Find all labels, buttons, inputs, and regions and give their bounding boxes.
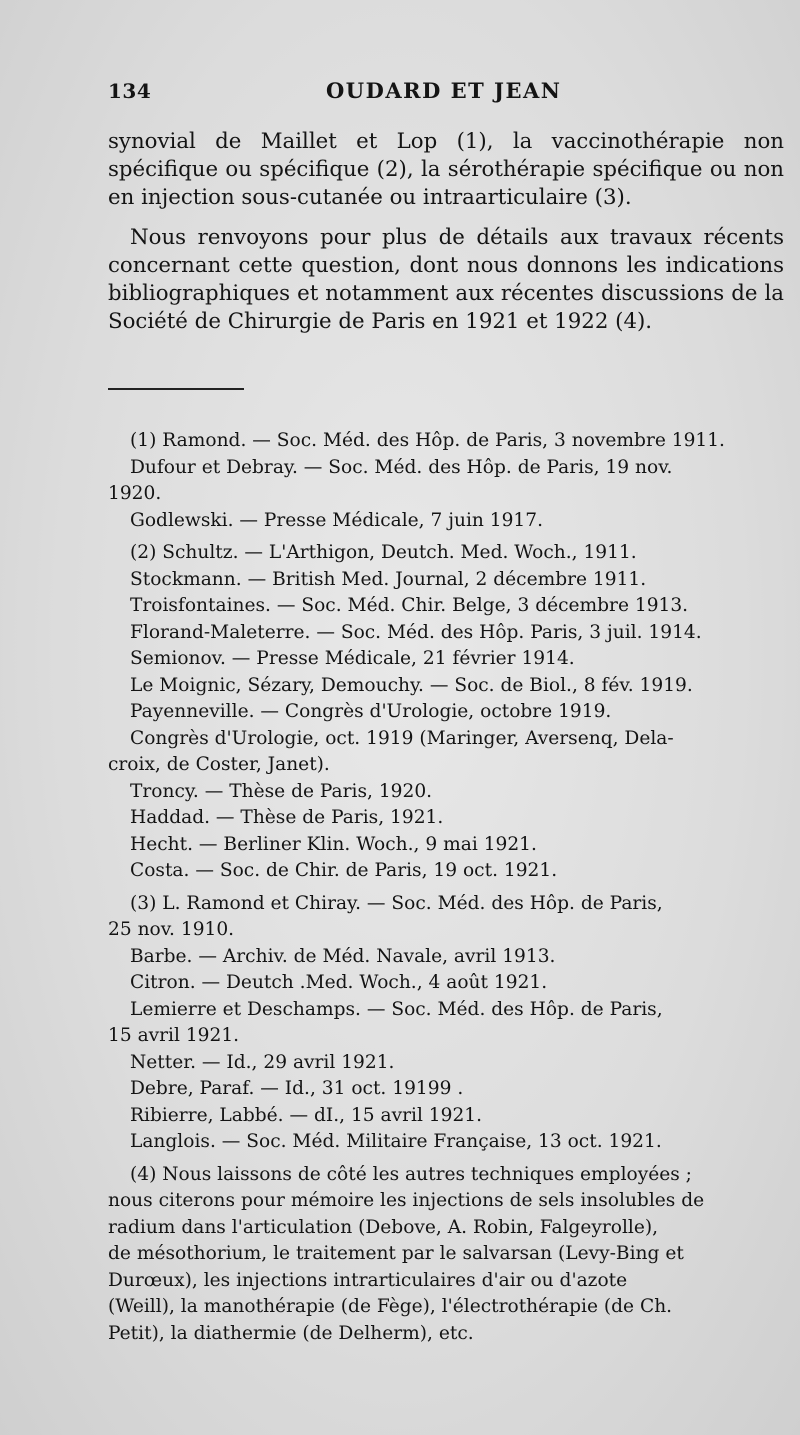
footnote-line: Godlewski. — Presse Médicale, 7 juin 1917.	[130, 509, 544, 531]
footnote-line: Congrès d'Urologie, oct. 1919 (Maringer, Aversenq, Dela-	[130, 727, 674, 749]
footnote-line: (3) L. Ramond et Chiray. — Soc. Méd. des Hôp. de Paris,	[130, 892, 663, 914]
footnote-line: Barbe. — Archiv. de Méd. Navale, avril 1913.	[130, 945, 556, 967]
paragraph-1: synovial de Maillet et Lop (1), la vaccinothérapie non spécifique ou spécifique (2), la sérothérapie spécifique ou non en injection sous-cutanée ou intraarticulaire (3).	[108, 129, 784, 210]
footnote-line: Haddad. — Thèse de Paris, 1921.	[130, 807, 444, 828]
footnote-line: Costa. — Soc. de Chir. de Paris, 19 oct. 1921.	[130, 860, 558, 881]
footnote-line: radium dans l'articulation (Debove, A. Robin, Falgeyrolle),	[108, 1216, 659, 1238]
footnote-line: Citron. — Deutch .Med. Woch., 4 août 1921.	[130, 972, 548, 993]
footnote-line: Troisfontaines. — Soc. Méd. Chir. Belge, 3 décembre 1913.	[130, 595, 689, 616]
footnote-line: Semionov. — Presse Médicale, 21 février 1914.	[130, 648, 575, 669]
footnote-line: Durœux), les injections intrarticulaires d'air ou d'azote	[108, 1269, 628, 1291]
footnote-line: nous citerons pour mémoire les injections de sels insolubles de	[108, 1190, 705, 1211]
footnote-line: Hecht. — Berliner Klin. Woch., 9 mai 1921.	[130, 833, 537, 855]
footnote-line: Debre, Paraf. — Id., 31 oct. 19199 .	[130, 1078, 464, 1099]
main-text	[108, 128, 784, 336]
page-number: 134	[108, 79, 152, 103]
footnote-line: Dufour et Debray. — Soc. Méd. des Hôp. de Paris, 19 nov.	[130, 456, 673, 478]
footnote-line: croix, de Coster, Janet).	[108, 754, 330, 775]
footnote-line: Le Moignic, Sézary, Demouchy. — Soc. de Biol., 8 fév. 1919.	[130, 674, 693, 696]
footnote-line: 25 nov. 1910.	[108, 919, 235, 940]
footnote-line: (2) Schultz. — L'Arthigon, Deutch. Med. Woch., 1911.	[130, 542, 637, 563]
footnote-line: 1920.	[108, 483, 162, 504]
footnote-line: Lemierre et Deschamps. — Soc. Méd. des Hôp. de Paris,	[130, 998, 663, 1020]
footnote-2	[108, 540, 788, 885]
footnote-line: (1) Ramond. — Soc. Méd. des Hôp. de Paris, 3 novembre 1911.	[130, 430, 725, 451]
footnote-1	[108, 428, 788, 534]
footnote-line: 15 avril 1921.	[108, 1025, 240, 1046]
footnote-line: (4) Nous laissons de côté les autres techniques employées ;	[130, 1163, 692, 1185]
footnote-line: Payenneville. — Congrès d'Urologie, octobre 1919.	[130, 701, 612, 722]
footnote-line: Ribierre, Labbé. — dI., 15 avril 1921.	[130, 1104, 483, 1126]
page-header	[108, 78, 760, 118]
footnote-3	[108, 891, 788, 1156]
footnote-line: Langlois. — Soc. Méd. Militaire Française, 13 oct. 1921.	[130, 1131, 662, 1152]
footnote-line: de mésothorium, le traitement par le salvarsan (Levy-Bing et	[108, 1243, 684, 1264]
footnote-separator	[108, 388, 244, 390]
footnote-line: Troncy. — Thèse de Paris, 1920.	[130, 780, 433, 802]
paragraph-2: Nous renvoyons pour plus de détails aux travaux récents concernant cette question, dont nous donnons les indications bibliographiques et notamment aux récentes discussions de la Société de Chirurgie de Paris en 1921 et 1922 (4).	[108, 225, 784, 334]
footnotes	[108, 428, 788, 1347]
footnote-line: (Weill), la manothérapie (de Fège), l'électrothérapie (de Ch.	[108, 1296, 673, 1317]
footnote-line: Netter. — Id., 29 avril 1921.	[130, 1051, 395, 1073]
running-title: OUDARD ET JEAN	[326, 78, 562, 103]
footnote-line: Stockmann. — British Med. Journal, 2 décembre 1911.	[130, 568, 647, 590]
footnote-4	[108, 1162, 788, 1348]
footnote-line: Florand-Maleterre. — Soc. Méd. des Hôp. Paris, 3 juil. 1914.	[130, 621, 702, 643]
footnote-line: Petit), la diathermie (de Delherm), etc.	[108, 1322, 474, 1344]
